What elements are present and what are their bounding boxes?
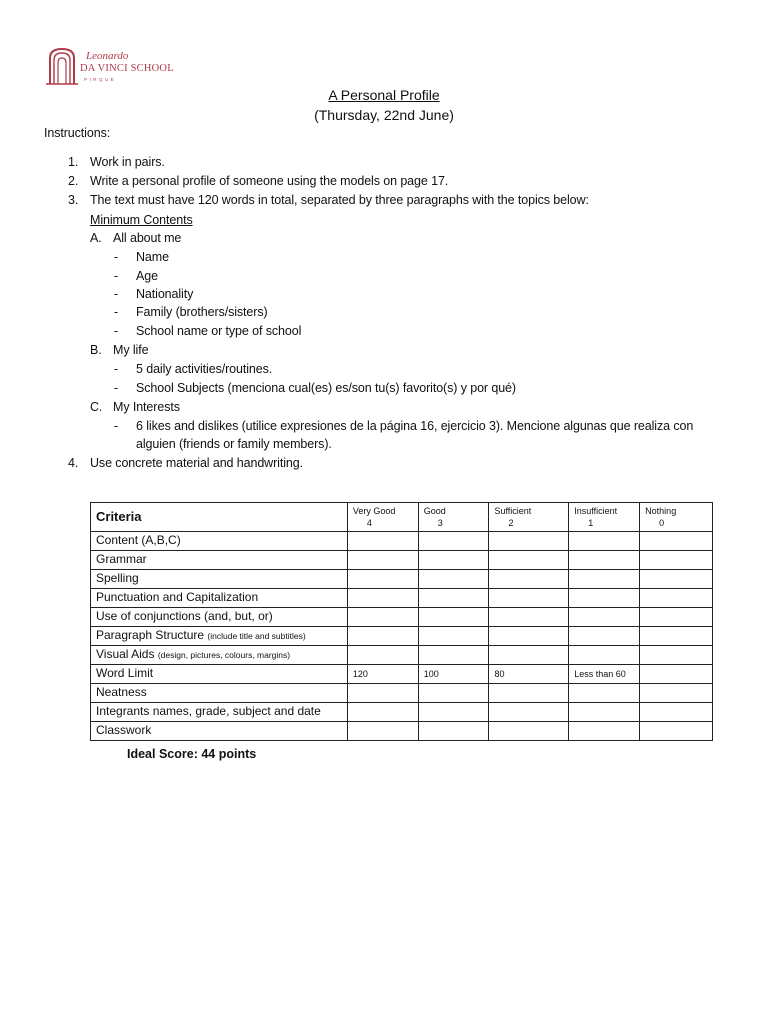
score-cell	[569, 551, 640, 570]
step-text: The text must have 120 words in total, separated by three paragraphs with the topics below:	[90, 193, 589, 207]
score-cell	[569, 703, 640, 722]
list-item: School Subjects (menciona cual(es) es/son tu(s) favorito(s) y por qué)	[136, 381, 516, 395]
criterion-label: Classwork	[91, 722, 348, 741]
score-cell	[640, 703, 713, 722]
score-cell	[489, 627, 569, 646]
score-cell	[640, 608, 713, 627]
score-cell	[418, 627, 489, 646]
score-cell	[640, 646, 713, 665]
rubric-row	[91, 589, 713, 608]
logo-school-name: DA VINCI SCHOOL	[80, 63, 174, 74]
score-cell	[569, 532, 640, 551]
criteria-header: Criteria	[91, 503, 348, 532]
score-cell	[569, 627, 640, 646]
level-header-sufficient: Sufficient 2	[489, 503, 569, 532]
score-cell	[489, 646, 569, 665]
score-cell: 120	[347, 665, 418, 684]
logo-script-text: Leonardo	[86, 50, 129, 62]
criterion-label: Spelling	[91, 570, 348, 589]
bullet-dash: -	[114, 287, 119, 301]
score-cell	[489, 532, 569, 551]
criterion-label: Grammar	[91, 551, 348, 570]
instructions-label: Instructions:	[44, 126, 111, 140]
score-cell	[418, 646, 489, 665]
score-cell: Less than 60	[569, 665, 640, 684]
bullet-dash: -	[114, 381, 119, 395]
score-cell	[347, 684, 418, 703]
criterion-label: Punctuation and Capitalization	[91, 589, 348, 608]
page-date: (Thursday, 22nd June)	[314, 107, 454, 123]
bullet-dash: -	[114, 250, 119, 264]
rubric-header-row	[91, 503, 713, 532]
criterion-label: Use of conjunctions (and, but, or)	[91, 608, 348, 627]
criterion-label: Integrants names, grade, subject and date	[91, 703, 348, 722]
level-header-very-good: Very Good 4	[347, 503, 418, 532]
score-cell	[640, 551, 713, 570]
section-letter: C.	[90, 400, 103, 414]
step-text: Use concrete material and handwriting.	[90, 456, 303, 470]
score-cell	[418, 722, 489, 741]
score-cell	[640, 684, 713, 703]
score-cell	[569, 646, 640, 665]
score-cell	[347, 627, 418, 646]
bullet-dash: -	[114, 305, 119, 319]
rubric-row	[91, 570, 713, 589]
score-cell	[569, 570, 640, 589]
rubric-row	[91, 703, 713, 722]
score-cell	[418, 608, 489, 627]
list-item: Name	[136, 250, 169, 264]
score-cell	[347, 608, 418, 627]
step-number: 2.	[68, 174, 79, 188]
criterion-label: Paragraph Structure (include title and subtitles)	[91, 627, 348, 646]
page-title: A Personal Profile	[328, 87, 440, 103]
list-item: Nationality	[136, 287, 194, 301]
step-text: Work in pairs.	[90, 155, 165, 169]
rubric-row	[91, 684, 713, 703]
logo-subtitle: PIRQUE	[84, 77, 117, 82]
score-cell	[347, 589, 418, 608]
bullet-dash: -	[114, 269, 119, 283]
level-header-insufficient: Insufficient 1	[569, 503, 640, 532]
score-cell	[347, 532, 418, 551]
rubric-row	[91, 608, 713, 627]
minimum-contents-heading: Minimum Contents	[90, 213, 193, 227]
score-cell: 80	[489, 665, 569, 684]
bullet-dash: -	[114, 362, 119, 376]
criterion-label: Content (A,B,C)	[91, 532, 348, 551]
score-cell	[418, 551, 489, 570]
list-item-continued: alguien (friends or family members).	[136, 437, 332, 451]
level-header-nothing: Nothing 0	[640, 503, 713, 532]
step-number: 4.	[68, 456, 79, 470]
score-cell	[640, 532, 713, 551]
section-letter: A.	[90, 231, 102, 245]
list-item: Family (brothers/sisters)	[136, 305, 268, 319]
score-cell	[489, 608, 569, 627]
rubric-table	[90, 502, 713, 741]
score-cell	[569, 684, 640, 703]
score-cell	[640, 665, 713, 684]
score-cell	[489, 684, 569, 703]
score-cell	[569, 608, 640, 627]
criterion-label: Neatness	[91, 684, 348, 703]
score-cell	[640, 627, 713, 646]
score-cell	[489, 722, 569, 741]
score-cell	[489, 703, 569, 722]
rubric-row	[91, 627, 713, 646]
rubric-row	[91, 665, 713, 684]
score-cell	[418, 684, 489, 703]
criterion-label: Visual Aids (design, pictures, colours, margins)	[91, 646, 348, 665]
score-cell	[347, 646, 418, 665]
step-text: Write a personal profile of someone using the models on page 17.	[90, 174, 449, 188]
ideal-score: Ideal Score: 44 points	[127, 747, 257, 761]
score-cell	[418, 703, 489, 722]
section-title: My life	[113, 343, 149, 357]
score-cell	[640, 589, 713, 608]
school-logo	[44, 46, 174, 90]
list-item: 6 likes and dislikes (utilice expresiones de la página 16, ejercicio 3). Mencione algunas que realiza con	[136, 419, 694, 433]
level-header-good: Good 3	[418, 503, 489, 532]
score-cell	[418, 589, 489, 608]
score-cell	[347, 570, 418, 589]
score-cell: 100	[418, 665, 489, 684]
bullet-dash: -	[114, 324, 119, 338]
score-cell	[489, 589, 569, 608]
school-crest-icon	[44, 46, 80, 86]
rubric-row	[91, 722, 713, 741]
score-cell	[489, 570, 569, 589]
rubric-row	[91, 551, 713, 570]
list-item: School name or type of school	[136, 324, 302, 338]
section-letter: B.	[90, 343, 102, 357]
score-cell	[347, 722, 418, 741]
score-cell	[640, 722, 713, 741]
step-number: 3.	[68, 193, 79, 207]
rubric-row	[91, 646, 713, 665]
score-cell	[418, 532, 489, 551]
list-item: Age	[136, 269, 158, 283]
score-cell	[569, 722, 640, 741]
score-cell	[640, 570, 713, 589]
criterion-label: Word Limit	[91, 665, 348, 684]
list-item: 5 daily activities/routines.	[136, 362, 273, 376]
score-cell	[347, 703, 418, 722]
section-title: My Interests	[113, 400, 180, 414]
bullet-dash: -	[114, 419, 119, 433]
step-number: 1.	[68, 155, 79, 169]
score-cell	[489, 551, 569, 570]
section-title: All about me	[113, 231, 182, 245]
rubric-row	[91, 532, 713, 551]
score-cell	[418, 570, 489, 589]
score-cell	[569, 589, 640, 608]
score-cell	[347, 551, 418, 570]
